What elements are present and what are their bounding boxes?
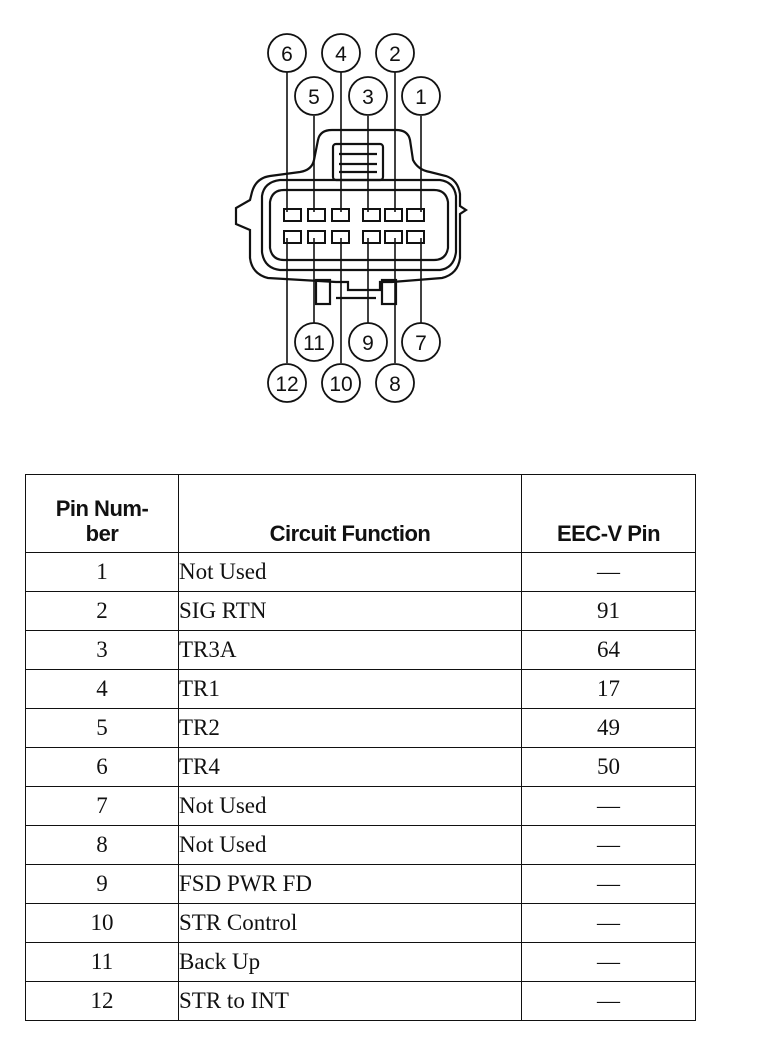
eec-v-pin-cell: — bbox=[522, 787, 696, 826]
pin-number-cell: 5 bbox=[26, 709, 179, 748]
eec-v-pin-header: EEC-V Pin bbox=[522, 475, 696, 553]
pin-number-header-line1: Pin Num- bbox=[55, 496, 149, 521]
pin-number-cell: 2 bbox=[26, 592, 179, 631]
circuit-function-cell: STR to INT bbox=[179, 982, 522, 1021]
table-header-row bbox=[26, 475, 696, 553]
callout-label: 4 bbox=[335, 43, 347, 66]
callout-label: 3 bbox=[362, 86, 374, 109]
table-row bbox=[26, 787, 696, 826]
circuit-function-cell: TR3A bbox=[179, 631, 522, 670]
pin-number-header bbox=[26, 475, 179, 553]
eec-v-pin-cell: — bbox=[522, 982, 696, 1021]
pin-number-cell: 4 bbox=[26, 670, 179, 709]
callout-label: 8 bbox=[389, 373, 401, 396]
circuit-function-cell: TR1 bbox=[179, 670, 522, 709]
eec-v-pin-cell: 64 bbox=[522, 631, 696, 670]
eec-v-pin-cell: — bbox=[522, 826, 696, 865]
circuit-function-cell: STR Control bbox=[179, 904, 522, 943]
pin-number-cell: 9 bbox=[26, 865, 179, 904]
callout-label: 6 bbox=[281, 43, 293, 66]
pin-table bbox=[25, 474, 696, 1021]
pin-number-cell: 3 bbox=[26, 631, 179, 670]
circuit-function-cell: Back Up bbox=[179, 943, 522, 982]
circuit-function-cell: TR2 bbox=[179, 709, 522, 748]
pin-number-cell: 7 bbox=[26, 787, 179, 826]
callout-label: 11 bbox=[303, 332, 325, 355]
callout-label: 7 bbox=[415, 332, 427, 355]
table-row bbox=[26, 826, 696, 865]
pin-number-cell: 10 bbox=[26, 904, 179, 943]
callout-label: 10 bbox=[329, 373, 353, 396]
eec-v-pin-cell: 17 bbox=[522, 670, 696, 709]
pin-number-cell: 12 bbox=[26, 982, 179, 1021]
table-row bbox=[26, 943, 696, 982]
circuit-function-cell: FSD PWR FD bbox=[179, 865, 522, 904]
circuit-function-cell: SIG RTN bbox=[179, 592, 522, 631]
callout-label: 12 bbox=[275, 373, 299, 396]
pin-number-cell: 8 bbox=[26, 826, 179, 865]
pin-number-cell: 1 bbox=[26, 553, 179, 592]
table-row bbox=[26, 631, 696, 670]
table-row bbox=[26, 592, 696, 631]
table-row bbox=[26, 904, 696, 943]
callout-label: 1 bbox=[415, 86, 427, 109]
table-row bbox=[26, 865, 696, 904]
table-row bbox=[26, 709, 696, 748]
eec-v-pin-cell: 49 bbox=[522, 709, 696, 748]
pin-number-header-line2: ber bbox=[85, 521, 119, 546]
connector-diagram bbox=[0, 0, 768, 440]
table-row bbox=[26, 748, 696, 787]
table-row bbox=[26, 670, 696, 709]
pin-number-cell: 6 bbox=[26, 748, 179, 787]
circuit-function-cell: Not Used bbox=[179, 787, 522, 826]
eec-v-pin-cell: 50 bbox=[522, 748, 696, 787]
eec-v-pin-cell: 91 bbox=[522, 592, 696, 631]
circuit-function-header: Circuit Function bbox=[179, 475, 522, 553]
pin-number-cell: 11 bbox=[26, 943, 179, 982]
circuit-function-cell: Not Used bbox=[179, 553, 522, 592]
eec-v-pin-cell: — bbox=[522, 865, 696, 904]
connector-body bbox=[236, 130, 466, 304]
callout-label: 9 bbox=[362, 332, 374, 355]
circuit-function-cell: TR4 bbox=[179, 748, 522, 787]
eec-v-pin-cell: — bbox=[522, 943, 696, 982]
eec-v-pin-cell: — bbox=[522, 904, 696, 943]
circuit-function-cell: Not Used bbox=[179, 826, 522, 865]
callout-label: 5 bbox=[308, 86, 320, 109]
table-row bbox=[26, 553, 696, 592]
pin-cavities bbox=[284, 209, 424, 243]
table-row bbox=[26, 982, 696, 1021]
callout-label: 2 bbox=[389, 43, 401, 66]
eec-v-pin-cell: — bbox=[522, 553, 696, 592]
